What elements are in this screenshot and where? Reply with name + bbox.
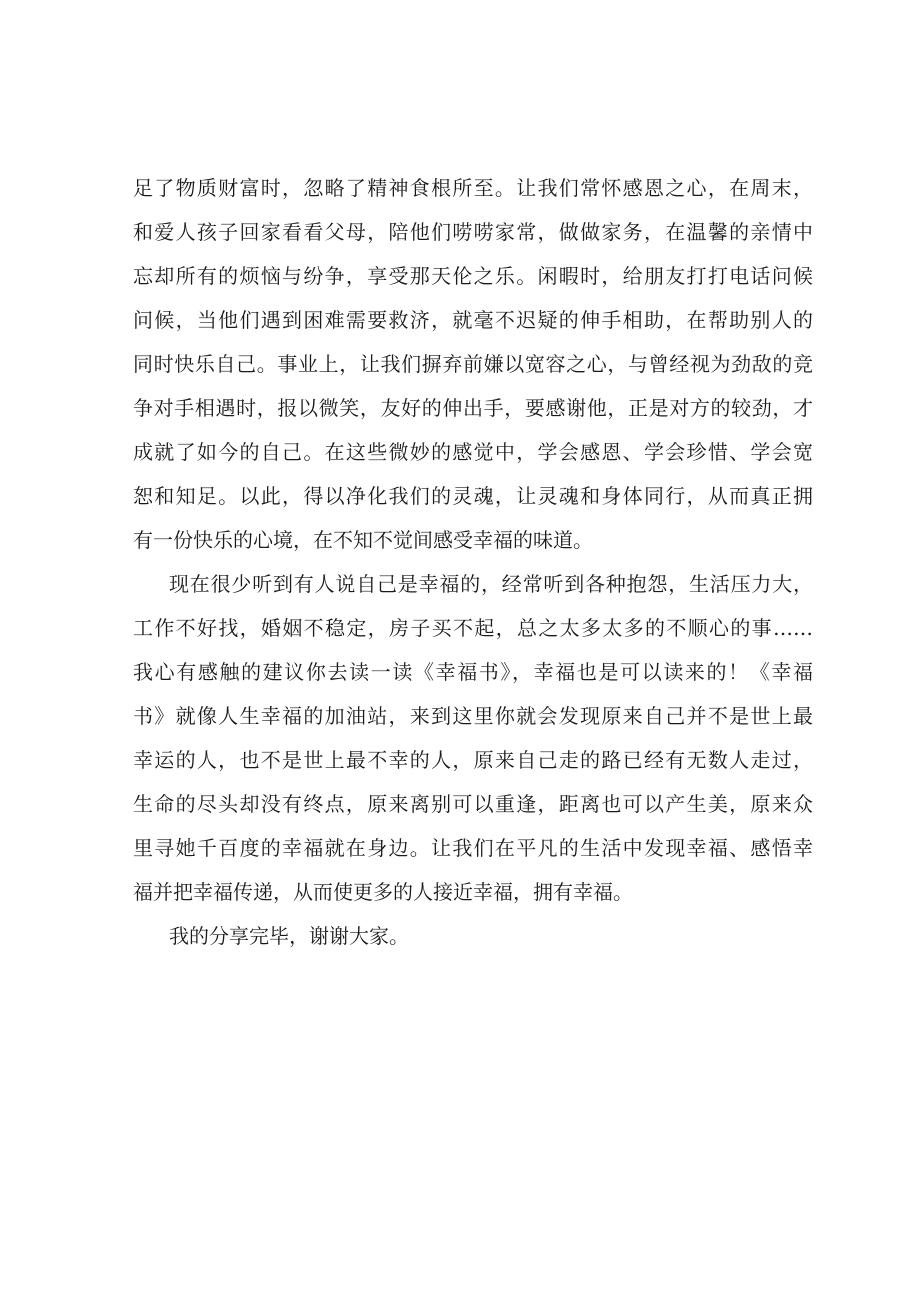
text-line: 忘却所有的烦恼与纷争，享受那天伦之乐。闲暇时，给朋友打打电话问候 bbox=[133, 264, 813, 288]
text-line: 工作不好找，婚姻不稳定，房子买不起，总之太多太多的不顺心的事…… bbox=[133, 616, 813, 640]
text-line: 同时快乐自己。事业上，让我们摒弃前嫌以宽容之心，与曾经视为劲敌的竞 bbox=[133, 352, 813, 376]
text-line: 争对手相遇时，报以微笑，友好的伸出手，要感谢他，正是对方的较劲，才 bbox=[133, 396, 813, 420]
text-line: 有一份快乐的心境，在不知不觉间感受幸福的味道。 bbox=[133, 528, 593, 552]
paragraph-3 bbox=[133, 914, 813, 958]
text-line: 我的分享完毕，谢谢大家。 bbox=[169, 924, 409, 948]
text-line: 里寻她千百度的幸福就在身边。让我们在平凡的生活中发现幸福、感悟幸 bbox=[133, 836, 813, 860]
text-line: 我心有感触的建议你去读一读《幸福书》，幸福也是可以读来的！《幸福 bbox=[133, 660, 813, 684]
text-line: 问候，当他们遇到困难需要救济，就毫不迟疑的伸手相助，在帮助别人的 bbox=[133, 308, 813, 332]
text-line: 成就了如今的自己。在这些微妙的感觉中，学会感恩、学会珍惜、学会宽 bbox=[133, 440, 813, 464]
paragraph-1 bbox=[133, 166, 813, 562]
text-line: 幸运的人，也不是世上最不幸的人，原来自己走的路已经有无数人走过， bbox=[133, 748, 813, 772]
document-body bbox=[133, 166, 813, 958]
text-line: 足了物质财富时，忽略了精神食根所至。让我们常怀感恩之心，在周末， bbox=[133, 176, 813, 200]
text-line: 生命的尽头却没有终点，原来离别可以重逢，距离也可以产生美，原来众 bbox=[133, 792, 813, 816]
text-line: 福并把幸福传递，从而使更多的人接近幸福，拥有幸福。 bbox=[133, 880, 633, 904]
text-line: 现在很少听到有人说自己是幸福的，经常听到各种抱怨，生活压力大， bbox=[169, 572, 813, 596]
text-line: 和爱人孩子回家看看父母，陪他们唠唠家常，做做家务，在温馨的亲情中 bbox=[133, 220, 813, 244]
text-line: 书》就像人生幸福的加油站，来到这里你就会发现原来自己并不是世上最 bbox=[133, 704, 813, 728]
text-line: 恕和知足。以此，得以净化我们的灵魂，让灵魂和身体同行，从而真正拥 bbox=[133, 484, 813, 508]
paragraph-2 bbox=[133, 562, 813, 914]
